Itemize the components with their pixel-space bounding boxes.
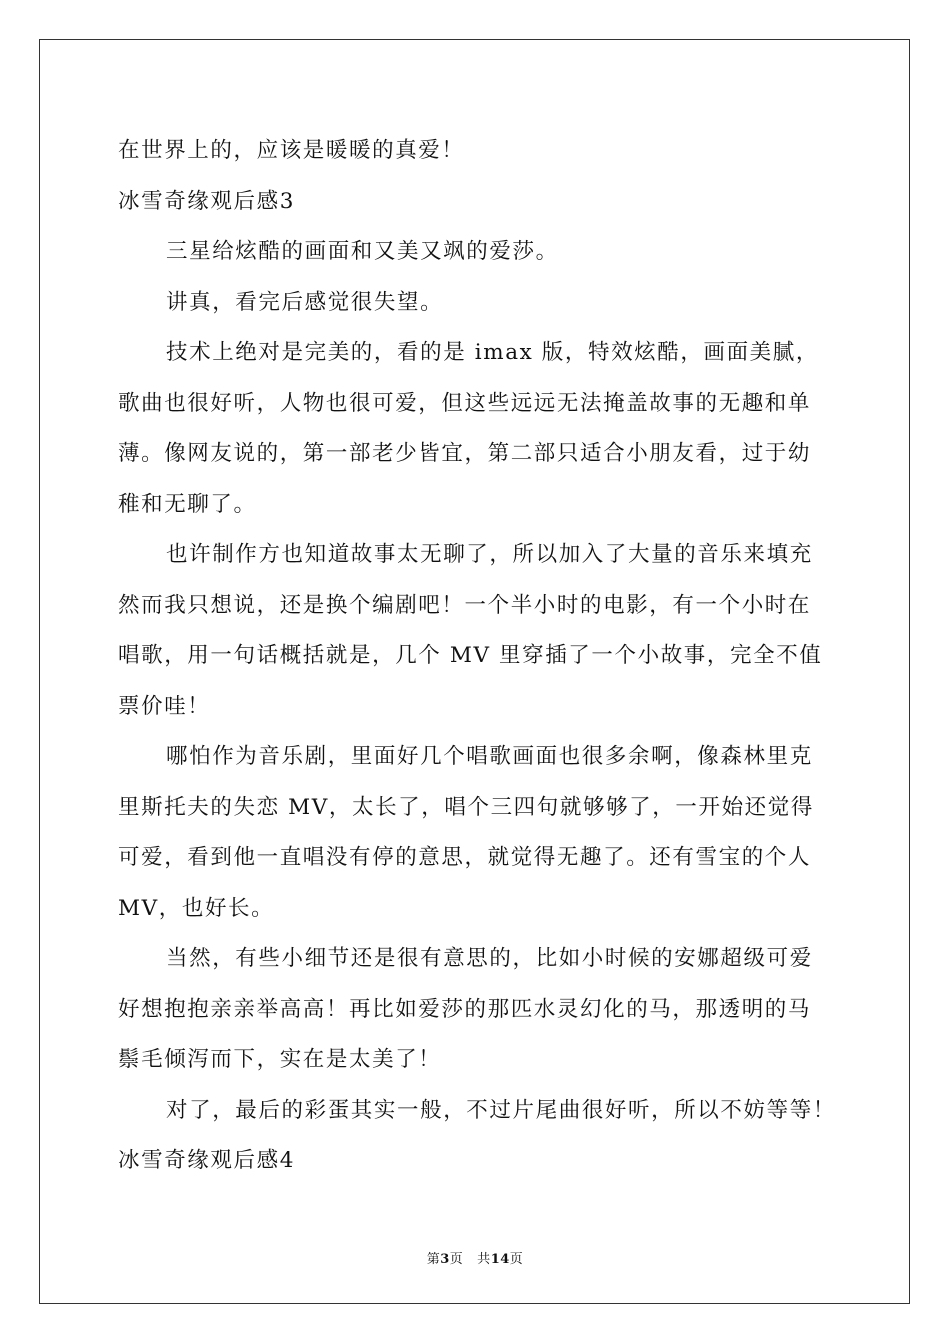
footer-total-suffix: 页	[509, 1252, 524, 1267]
text-line: 票价哇！	[118, 693, 211, 719]
text-line: 哪怕作为音乐剧，里面好几个唱歌画面也很多余啊，像森林里克	[166, 744, 813, 769]
text-line: 歌曲也很好听，人物也很可爱，但这些远远无法掩盖故事的无趣和单	[118, 390, 812, 416]
text-line: MV，也好长。	[118, 895, 275, 921]
text-line: 然而我只想说，还是换个编剧吧！一个半小时的电影，有一个小时在	[118, 592, 812, 618]
text-line: 唱歌，用一句话概括就是，几个 MV 里穿插了一个小故事，完全不值	[118, 643, 823, 668]
text-line: 当然，有些小细节还是很有意思的，比如小时候的安娜超级可爱	[166, 946, 813, 971]
text-line: 在世界上的，应该是暖暖的真爱！	[118, 138, 465, 163]
text-line: 鬃毛倾泻而下，实在是太美了！	[118, 1047, 442, 1072]
text-line: 对了，最后的彩蛋其实一般，不过片尾曲很好听，所以不妨等等！	[166, 1097, 836, 1123]
text-line: 好想抱抱亲亲举高高！再比如爱莎的那匹水灵幻化的马，那透明的马	[118, 996, 812, 1022]
document-body	[118, 126, 838, 1187]
text-line: 也许制作方也知道故事太无聊了，所以加入了大量的音乐来填充	[166, 542, 813, 567]
page-footer	[0, 1248, 950, 1267]
text-line: 薄。像网友说的，第一部老少皆宜，第二部只适合小朋友看，过于幼	[118, 441, 812, 466]
text-line: 可爱，看到他一直唱没有停的意思，就觉得无趣了。还有雪宝的个人	[118, 845, 812, 870]
footer-total-pages: 14	[490, 1252, 510, 1267]
footer-page-suffix: 页	[449, 1252, 464, 1267]
text-line: 冰雪奇缘观后感4	[118, 1148, 295, 1173]
text-line: 讲真，看完后感觉很失望。	[166, 289, 444, 315]
text-line: 里斯托夫的失恋 MV，太长了，唱个三四句就够够了，一开始还觉得	[118, 794, 814, 820]
text-line: 三星给炫酷的画面和又美又飒的爱莎。	[166, 239, 559, 264]
footer-total-prefix: 共	[477, 1252, 491, 1267]
text-line: 技术上绝对是完美的，看的是 imax 版，特效炫酷，画面美腻，	[166, 340, 819, 365]
footer-page-prefix: 第	[426, 1252, 441, 1267]
text-line: 冰雪奇缘观后感3	[118, 188, 295, 214]
text-line: 稚和无聊了。	[118, 491, 257, 517]
footer-page-number: 3	[440, 1252, 450, 1267]
